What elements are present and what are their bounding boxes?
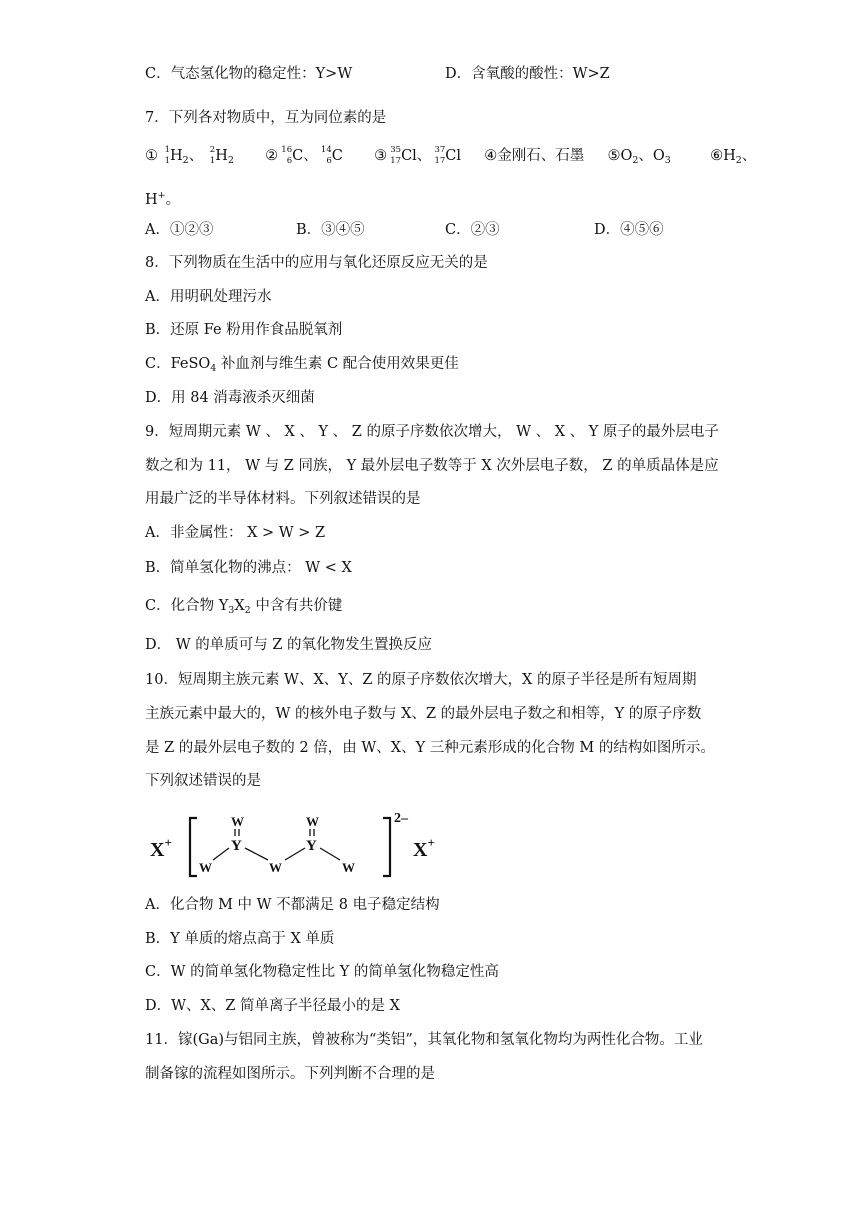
q10-option-b: B．Y 单质的熔点高于 X 单质 [145, 931, 335, 947]
q10-option-d: D．W、X、Z 简单离子半径最小的是 X [145, 998, 400, 1014]
q10-stem-2: 主族元素中最大的，W 的核外电子数与 X、Z 的最外层电子数之和相等，Y 的原子序数 [145, 706, 702, 722]
q8-stem: 8．下列物质在生活中的应用与氧化还原反应无关的是 [145, 255, 488, 271]
atom-w-top-1: W [231, 814, 244, 829]
q6-option-c: C．气态氢化物的稳定性：Y>W [145, 66, 353, 82]
q9-option-a: A．非金属性： X > W > Z [145, 525, 326, 541]
q9-stem-2: 数之和为 11， W 与 Z 同族， Y 最外层电子数等于 X 次外层电子数， Z 的单质晶体是应 [145, 458, 719, 474]
q8-option-b: B．还原 Fe 粉用作食品脱氧剂 [145, 322, 343, 338]
q8-option-a: A．用明矾处理污水 [145, 289, 272, 305]
q9-option-c: C．化合物 $Y_3X_2$ 中含有共价键 [145, 598, 343, 616]
atom-w-left: W [199, 860, 212, 875]
q9-stem-3: 用最广泛的半导体材料。下列叙述错误的是 [145, 491, 421, 507]
q7-option-a: A．①②③ [145, 222, 214, 238]
q7-items-cont: H+。 [145, 190, 181, 208]
cation-right: X+ [413, 835, 435, 861]
q7-option-c: C．②③ [445, 222, 500, 238]
q10-option-c: C．W 的简单氢化物稳定性比 Y 的简单氢化物稳定性高 [145, 964, 499, 980]
q10-option-a: A．化合物 M 中 W 不都满足 8 电子稳定结构 [145, 897, 440, 913]
q11-stem-2: 制备镓的流程如图所示。下列判断不合理的是 [145, 1066, 435, 1082]
q6-option-d: D．含氧酸的酸性：W>Z [445, 66, 610, 82]
bracket-left [190, 818, 197, 876]
q7-items: ① 1 1 $H_2$、 2 1 $H_2$ ② 16 6 C、 14 6 C ③ 35 17 Cl、 37 17 Cl ④金刚石、石墨 $⑤O_2$、$O_3$ $⑥H_2$、 [145, 145, 757, 166]
atom-w-right: W [342, 860, 355, 875]
q10-stem-3: 是 Z 的最外层电子数的 2 倍，由 W、X、Y 三种元素形成的化合物 M 的结构如图所示。 [145, 740, 715, 756]
q11-stem-1: 11．镓(Ga)与铝同主族，曾被称为“类铝”，其氧化物和氢氧化物均为两性化合物。工业 [145, 1032, 703, 1048]
q10-stem-4: 下列叙述错误的是 [145, 773, 261, 789]
atom-y-1: Y [231, 838, 242, 854]
q7-stem: 7．下列各对物质中，互为同位素的是 [145, 110, 387, 126]
q7-option-d: D．④⑤⑥ [594, 222, 664, 238]
cation-left: X+ [150, 835, 172, 861]
atom-y-2: Y [306, 838, 317, 854]
q10-stem-1: 10．短周期主族元素 W、X、Y、Z 的原子序数依次增大，X 的原子半径是所有短周期 [145, 672, 697, 688]
atom-w-top-2: W [306, 814, 319, 829]
q9-option-b: B．简单氢化物的沸点： W < X [145, 560, 352, 576]
bracket-right [383, 818, 390, 876]
atom-w-bridge: W [269, 860, 282, 875]
q7-option-b: B．③④⑤ [296, 222, 365, 238]
anion-charge: 2– [394, 811, 408, 826]
q9-option-d: D． W 的单质可与 Z 的氧化物发生置换反应 [145, 637, 433, 653]
q8-option-c: C．FeSO$_4$ 补血剂与维生素 C 配合使用效果更佳 [145, 356, 459, 374]
q8-option-d: D．用 84 消毒液杀灭细菌 [145, 390, 315, 406]
q9-stem-1: 9．短周期元素 W 、 X 、 Y 、 Z 的原子序数依次增大， W 、 X 、 Y 原子的最外层电子 [145, 424, 719, 440]
compound-m-structure [145, 808, 445, 888]
